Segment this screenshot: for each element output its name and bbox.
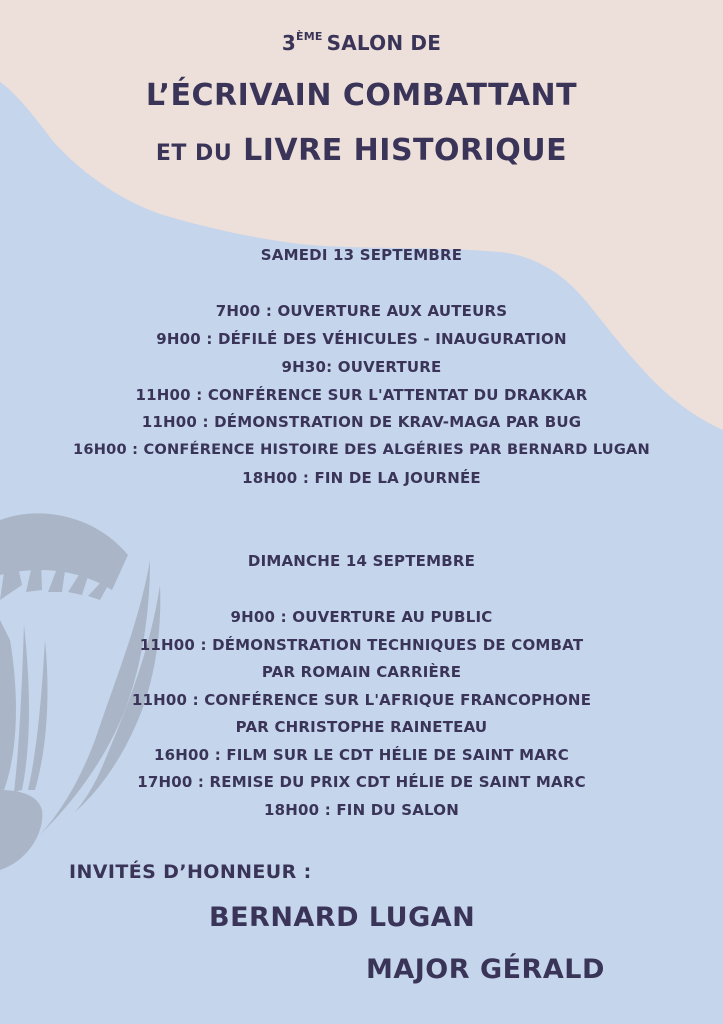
schedule-item: 16H00 : FILM SUR LE CDT HÉLIE DE SAINT MARC (154, 746, 569, 764)
subtitle-main: LIVRE HISTORIQUE (243, 133, 568, 168)
edition-suffix: ÈME (296, 30, 323, 43)
edition-text: SALON DE (326, 31, 442, 55)
schedule-item: 11H00 : CONFÉRENCE SUR L'AFRIQUE FRANCOPHONE (131, 691, 592, 709)
schedule-item: 7H00 : OUVERTURE AUX AUTEURS (215, 302, 508, 320)
saturday-heading: SAMEDI 13 SEPTEMBRE (260, 246, 463, 264)
schedule-item: 18H00 : FIN DE LA JOURNÉE (242, 469, 481, 487)
main-title: L’ÉCRIVAIN COMBATTANT (145, 78, 578, 113)
schedule-item: 16H00 : CONFÉRENCE HISTOIRE DES ALGÉRIES PAR BERNARD LUGAN (73, 441, 650, 458)
subtitle-prefix: ET DU (155, 141, 233, 166)
sunday-heading: DIMANCHE 14 SEPTEMBRE (247, 552, 476, 570)
schedule-item: PAR ROMAIN CARRIÈRE (261, 663, 462, 681)
schedule-item: 9H00 : OUVERTURE AU PUBLIC (230, 608, 493, 626)
schedule-item: PAR CHRISTOPHE RAINETEAU (235, 718, 488, 736)
guest-name: MAJOR GÉRALD (366, 954, 605, 985)
edition-number: 3 (281, 31, 297, 55)
schedule-item: 9H00 : DÉFILÉ DES VÉHICULES - INAUGURATION (156, 330, 567, 348)
schedule-item: 9H30: OUVERTURE (281, 358, 442, 376)
guest-name: BERNARD LUGAN (209, 902, 476, 933)
schedule-item: 11H00 : DÉMONSTRATION TECHNIQUES DE COMBAT (139, 636, 584, 654)
main-subtitle (0, 133, 723, 168)
schedule-item: 11H00 : CONFÉRENCE SUR L'ATTENTAT DU DRAKKAR (135, 386, 588, 404)
schedule-item: 11H00 : DÉMONSTRATION DE KRAV-MAGA PAR BUG (141, 413, 582, 431)
guests-label: INVITÉS D’HONNEUR : (69, 861, 312, 883)
salon-edition-title (0, 31, 723, 55)
schedule-item: 18H00 : FIN DU SALON (264, 801, 459, 819)
schedule-item: 17H00 : REMISE DU PRIX CDT HÉLIE DE SAINT MARC (137, 773, 586, 791)
